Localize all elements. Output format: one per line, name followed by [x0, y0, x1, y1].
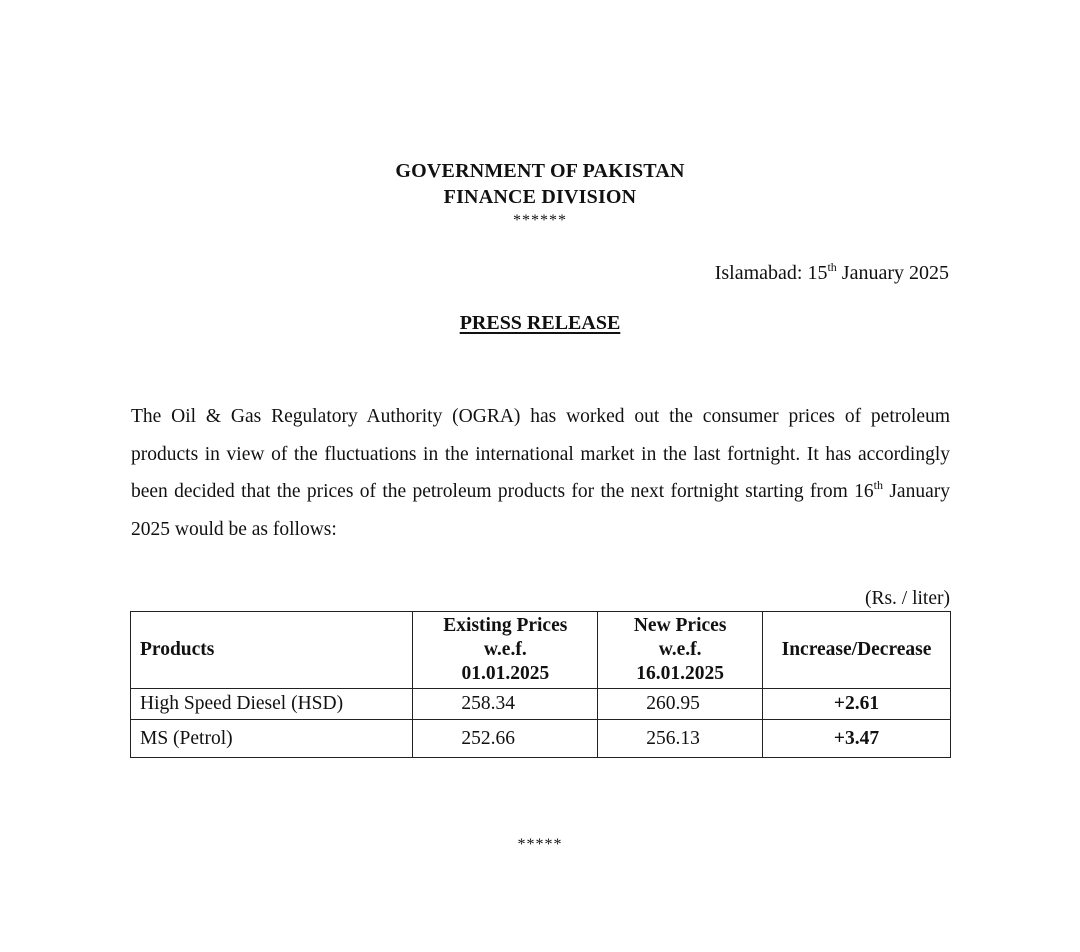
- table-row: [131, 720, 951, 758]
- body-ordinal: th: [873, 478, 883, 493]
- existing-price: 258.34: [413, 689, 598, 720]
- header-increase-decrease: Increase/Decrease: [763, 612, 951, 689]
- header-existing-line1: Existing Prices: [443, 615, 568, 636]
- new-price: 260.95: [598, 689, 763, 720]
- press-release-title-text: PRESS RELEASE: [459, 312, 621, 334]
- body-text-part2: January 2025 would be as follows:: [131, 481, 950, 541]
- product-name: High Speed Diesel (HSD): [131, 689, 413, 720]
- header-existing-line3: 01.01.2025: [461, 663, 550, 684]
- header-separator-stars: ******: [513, 212, 567, 229]
- header-new-prices: [598, 612, 763, 689]
- price-table: [130, 611, 951, 758]
- dateline: [715, 262, 949, 285]
- new-price: 256.13: [598, 720, 763, 758]
- footer-stars: *****: [517, 836, 563, 853]
- dateline-ordinal: th: [827, 260, 837, 274]
- price-change: +3.47: [763, 720, 951, 758]
- price-change: +2.61: [763, 689, 951, 720]
- header-new-line1: New Prices: [633, 615, 727, 636]
- header-new-line2: w.e.f.: [658, 639, 702, 660]
- price-unit-label: (Rs. / liter): [864, 588, 950, 609]
- dateline-prefix: Islamabad: 15: [714, 262, 828, 284]
- division-heading: FINANCE DIVISION: [443, 186, 637, 208]
- header-existing-line2: w.e.f.: [483, 639, 527, 660]
- header-existing-prices: [413, 612, 598, 689]
- government-heading: GOVERNMENT OF PAKISTAN: [395, 160, 685, 182]
- press-release-title: [0, 312, 1080, 335]
- header-new-line3: 16.01.2025: [636, 663, 724, 684]
- existing-price: 252.66: [413, 720, 598, 758]
- table-row: [131, 689, 951, 720]
- body-text-part1: The Oil & Gas Regulatory Authority (OGRA) has worked out the consumer prices of petroleum products in view of the fluctuations in the international market in the last fortnight. It has accordingly been decided that the prices of the petroleum products for the next fortnight starting from 16: [131, 406, 950, 503]
- header-products: Products: [131, 612, 413, 689]
- product-name: MS (Petrol): [131, 720, 413, 758]
- table-header-row: [131, 612, 951, 689]
- body-paragraph: [131, 398, 950, 549]
- dateline-suffix: January 2025: [836, 262, 949, 284]
